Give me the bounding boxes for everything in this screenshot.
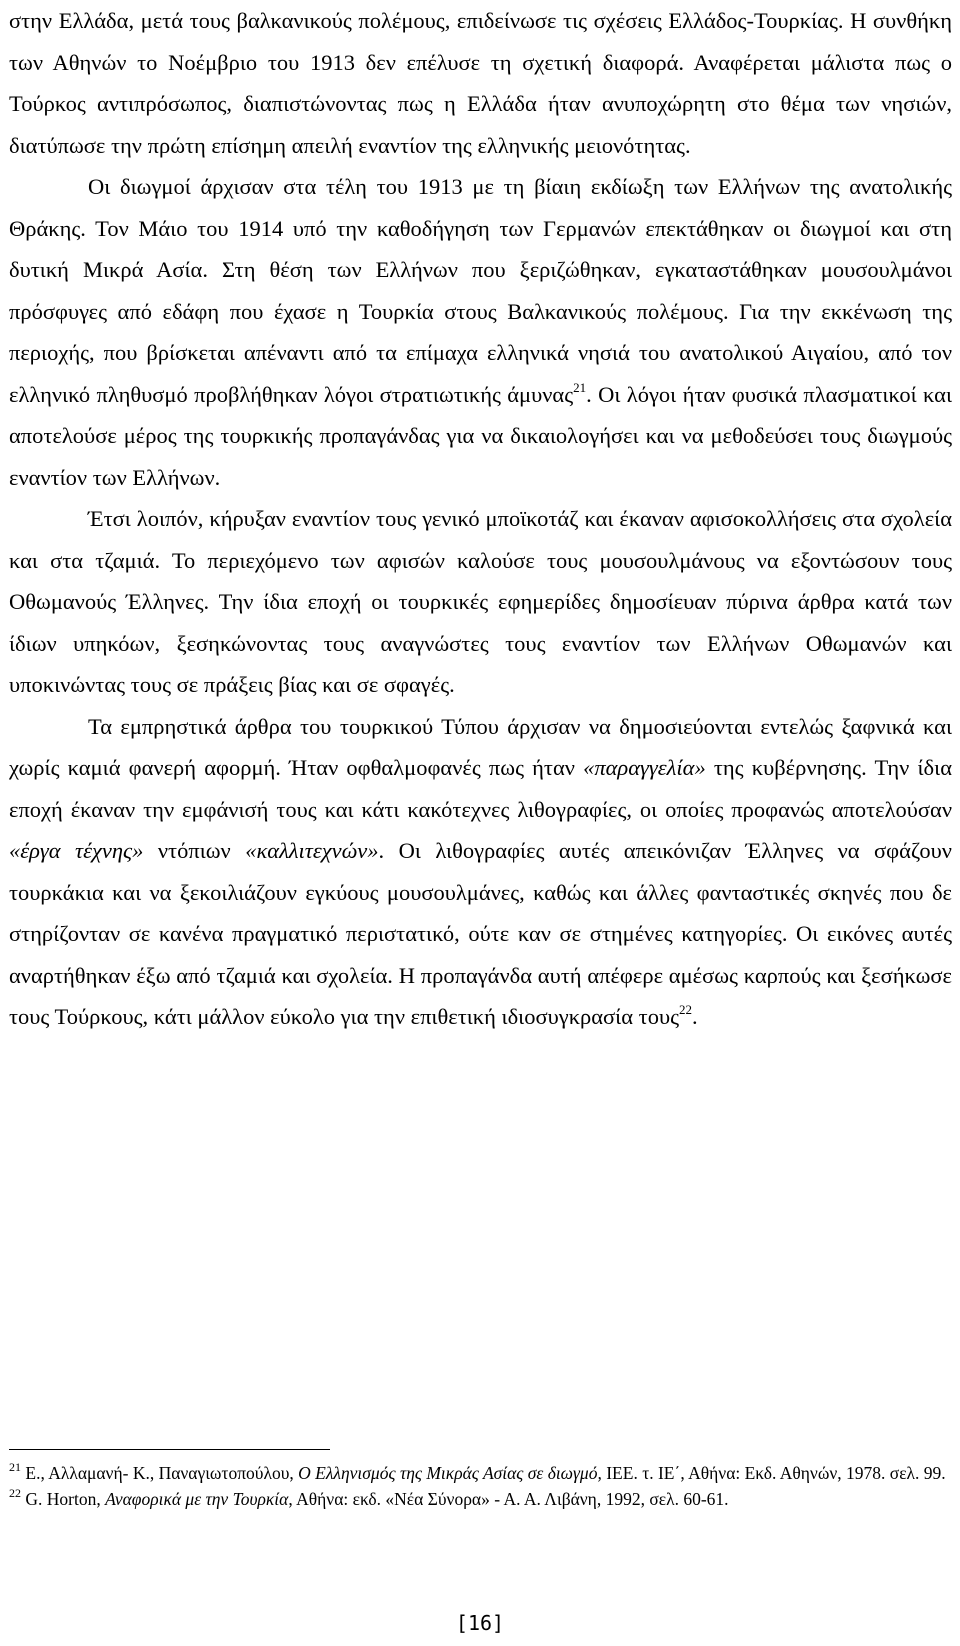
paragraph [9,0,952,166]
text-segment: . Οι λιθογραφίες αυτές απεικόνιζαν Έλληνες να σφάζουν τουρκάκια και να ξεκοιλιάζουν εγκύους μουσουλμάνες, καθώς και άλλες φανταστικές σκηνές που δε στηρίζονταν σε κανένα πραγματικό περιστατικό, ούτε καν σε στημένες κατηγορίες. Οι εικόνες αυτές αναρτήθηκαν έξω από τζαμιά και σχολεία. Η προπαγάνδα αυτή απέφερε αμέσως καρπούς και ξεσήκωσε τους Τούρκους, κάτι μάλλον εύκολο για την επιθετική ιδιοσυγκρασία τους [9,838,952,1029]
text-segment: στην Ελλάδα, μετά τους βαλκανικούς πολέμους, επιδείνωσε τις σχέσεις Ελλάδος-Τουρκίας. Η συνθήκη των Αθηνών το Νοέμβριο του 1913 δεν επέλυσε τη σχετική διαφορά. Αναφέρεται μάλιστα πως ο Τούρκος αντιπρόσωπος, διαπιστώνοντας πως η Ελλάδα ήταν ανυποχώρητη στο θέμα των νησιών, διατύπωσε την πρώτη επίσημη απειλή εναντίον της ελληνικής μειονότητας. [9,8,952,158]
page-number: [16] [455,1611,505,1635]
paragraph [9,498,952,706]
paragraph [9,706,952,1038]
italic-text: «καλλιτεχνών» [245,838,379,863]
italic-text: Ο Ελληνισμός της Μικράς Ασίας σε διωγμό, [298,1463,602,1483]
paragraph [9,166,952,498]
footnote-reference: 21 [9,1460,21,1474]
footnote [9,1460,952,1486]
text-segment: Οι διωγμοί άρχισαν στα τέλη του 1913 με τη βίαιη εκδίωξη των Ελλήνων της ανατολικής Θράκης. Τον Μάιο του 1914 υπό την καθοδήγηση των Γερμανών επεκτάθηκαν οι διωγμοί και στη δυτική Μικρά Ασία. Στη θέση των Ελλήνων που ξεριζώθηκαν, εγκαταστάθηκαν μουσουλμάνοι πρόσφυγες από εδάφη που έχασε η Τουρκία στους Βαλκανικούς πολέμους. Για την εκκένωση της περιοχής, που βρίσκεται απέναντι από τα επίμαχα ελληνικά νησιά του ανατολικού Αιγαίου, από τον ελληνικό πληθυσμό προβλήθηκαν λόγοι στρατιωτικής άμυνας [9,174,952,407]
footnote [9,1486,952,1512]
body-text [9,0,952,1038]
text-segment: Τα εμπρηστικά άρθρα του τουρκικού Τύπου άρχισαν να δημοσιεύονται εντελώς ξαφνικά και χωρίς καμιά φανερή αφορμή. Ήταν οφθαλμοφανές πως ήταν [9,713,952,780]
text-segment: της κυβέρνησης. Την ίδια εποχή έκαναν την εμφάνισή τους και κάτι κακότεχνες λιθογραφίες, οι οποίες προφανώς αποτελούσαν [9,755,952,822]
text-segment: . [692,1004,698,1029]
footnote-reference: 21 [573,379,587,395]
footnote-divider [9,1449,330,1450]
text-segment: Ε., Αλλαμανή- Κ., Παναγιωτοπούλου, [21,1463,299,1483]
text-segment: G. Horton, [21,1489,106,1509]
italic-text: Αναφορικά με την Τουρκία [105,1489,289,1509]
footnotes [9,1460,952,1512]
text-segment: , Αθήνα: εκδ. «Νέα Σύνορα» - Α. Α. Λιβάνη, 1992, σελ. 60-61. [288,1489,729,1509]
italic-text: «παραγγελία» [583,755,706,780]
footnote-reference: 22 [679,1002,692,1017]
text-segment: . Οι λόγοι ήταν φυσικά πλασματικοί και αποτελούσε μέρος της τουρκικής προπαγάνδας για να δικαιολογήσει και να μεθοδεύσει τους διωγμούς εναντίον των Ελλήνων. [9,381,952,490]
text-segment: Έτσι λοιπόν, κήρυξαν εναντίον τους γενικό μποϊκοτάζ και έκαναν αφισοκολλήσεις στα σχολεία και στα τζαμιά. Το περιεχόμενο των αφισών καλούσε τους μουσουλμάνους να εξοντώσουν τους Οθωμανούς Έλληνες. Την ίδια εποχή οι τουρκικές εφημερίδες δημοσίευαν πύρινα άρθρα κατά των ίδιων υπηκόων, ξεσηκώνοντας τους αναγνώστες τους εναντίον των Ελλήνων Οθωμανών και υποκινώντας τους σε πράξεις βίας και σε σφαγές. [9,506,952,697]
footnote-reference: 22 [9,1486,21,1500]
italic-text: «έργα τέχνης» [9,838,144,863]
text-segment: ντόπιων [143,838,246,863]
text-segment: ΙΕΕ. τ. ΙΕ΄, Αθήνα: Εκδ. Αθηνών, 1978. σελ. 99. [601,1463,946,1483]
